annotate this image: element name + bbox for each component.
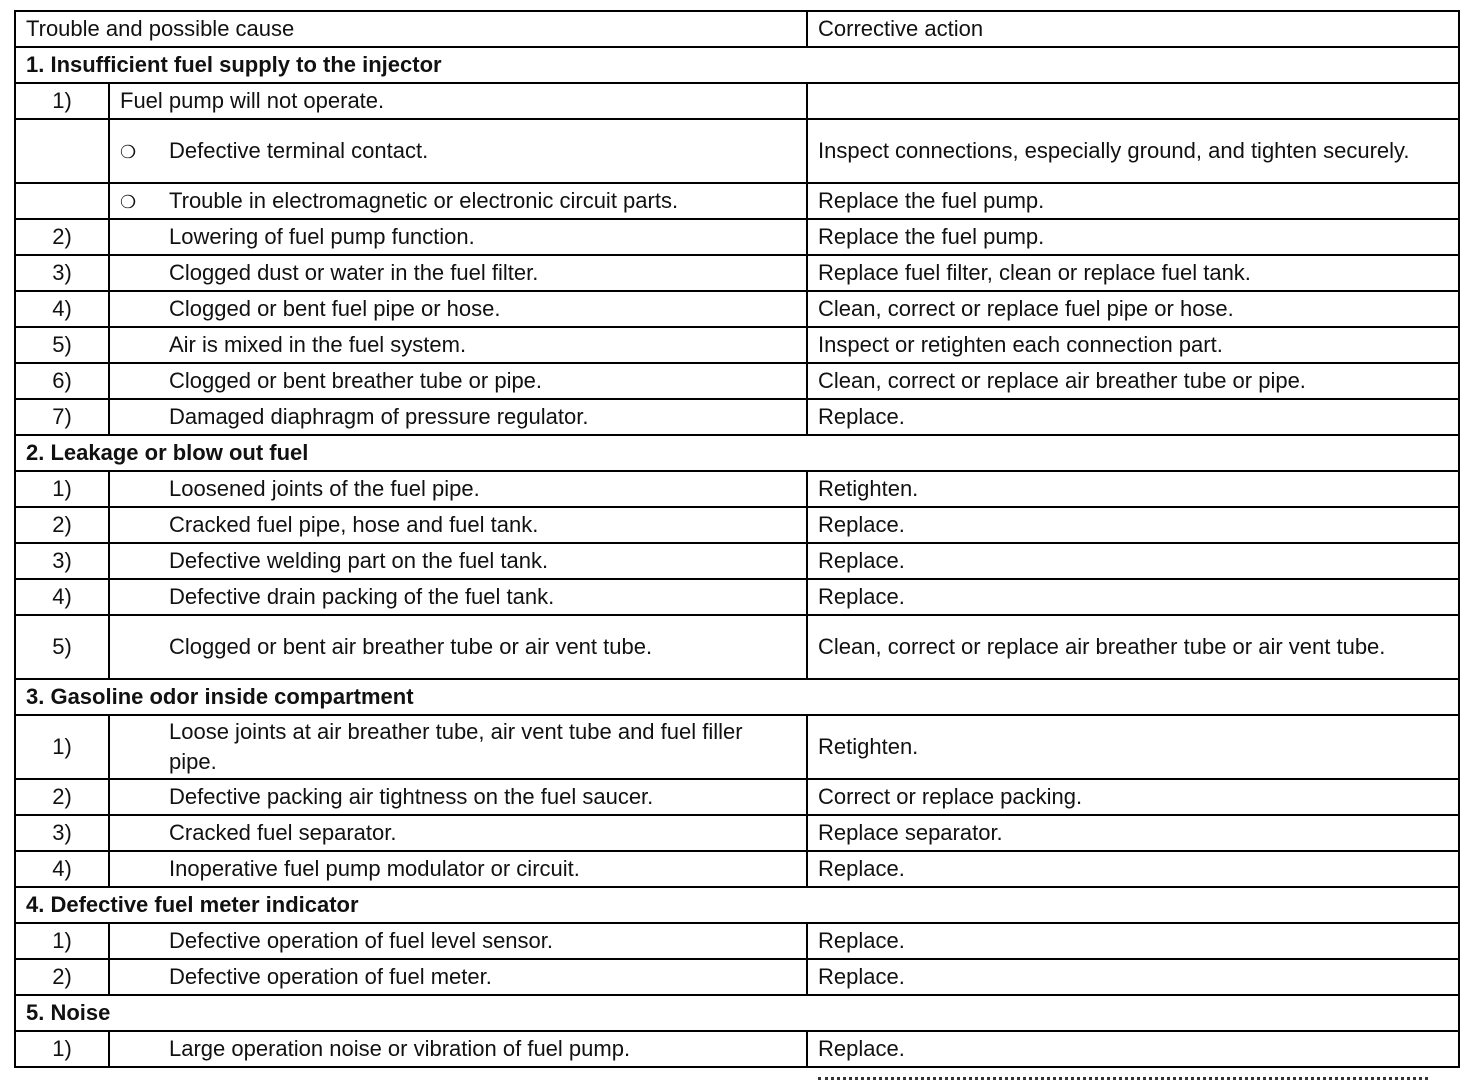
item-number: 5) — [15, 615, 109, 679]
item-number: 1) — [15, 83, 109, 119]
cause-text: Loosened joints of the fuel pipe. — [109, 471, 807, 507]
table-row — [15, 715, 1459, 779]
table-row — [15, 219, 1459, 255]
table-row — [15, 471, 1459, 507]
corrective-action: Replace. — [807, 1031, 1459, 1067]
table-row — [15, 119, 1459, 183]
table-row — [15, 579, 1459, 615]
item-number: 3) — [15, 543, 109, 579]
table-row — [15, 815, 1459, 851]
cause-text: Defective packing air tightness on the fuel saucer. — [109, 779, 807, 815]
section-header-row — [15, 995, 1459, 1031]
corrective-action: Clean, correct or replace air breather tube or pipe. — [807, 363, 1459, 399]
cause-text: Fuel pump will not operate. — [109, 83, 807, 119]
corrective-action: Replace. — [807, 851, 1459, 887]
cause-text: Defective operation of fuel meter. — [109, 959, 807, 995]
item-number: 3) — [15, 255, 109, 291]
corrective-action: Inspect or retighten each connection part. — [807, 327, 1459, 363]
cause-text: Defective operation of fuel level sensor. — [109, 923, 807, 959]
corrective-action: Replace the fuel pump. — [807, 183, 1459, 219]
circle-bullet-icon: ❍ — [120, 191, 137, 212]
corrective-action: Replace fuel filter, clean or replace fuel tank. — [807, 255, 1459, 291]
section-header-row — [15, 887, 1459, 923]
corrective-action: Replace. — [807, 923, 1459, 959]
corrective-action: Replace. — [807, 507, 1459, 543]
section-header-row — [15, 47, 1459, 83]
table-row — [15, 851, 1459, 887]
cause-text: Clogged or bent fuel pipe or hose. — [109, 291, 807, 327]
table-row — [15, 507, 1459, 543]
item-number: 2) — [15, 779, 109, 815]
item-number: 6) — [15, 363, 109, 399]
cause-text: Large operation noise or vibration of fuel pump. — [109, 1031, 807, 1067]
table-row — [15, 1031, 1459, 1067]
corrective-action: Retighten. — [807, 471, 1459, 507]
item-number: 7) — [15, 399, 109, 435]
header-cause: Trouble and possible cause — [15, 11, 807, 47]
cause-text: Inoperative fuel pump modulator or circuit. — [109, 851, 807, 887]
corrective-action: Replace. — [807, 579, 1459, 615]
section-title: 4. Defective fuel meter indicator — [15, 887, 1459, 923]
cause-text: Clogged or bent breather tube or pipe. — [109, 363, 807, 399]
table-row — [15, 291, 1459, 327]
table-row — [15, 779, 1459, 815]
corrective-action: Retighten. — [807, 715, 1459, 779]
corrective-action: Replace separator. — [807, 815, 1459, 851]
corrective-action: Clean, correct or replace fuel pipe or hose. — [807, 291, 1459, 327]
item-number: 1) — [15, 715, 109, 779]
table-row — [15, 543, 1459, 579]
section-title: 5. Noise — [15, 995, 1459, 1031]
bullet-cell — [109, 183, 159, 219]
table-row — [15, 327, 1459, 363]
corrective-action: Replace. — [807, 543, 1459, 579]
table-row — [15, 923, 1459, 959]
cause-text: Defective terminal contact. — [159, 119, 807, 183]
circle-bullet-icon: ❍ — [120, 141, 137, 162]
table-row — [15, 255, 1459, 291]
troubleshooting-table — [14, 10, 1460, 1068]
table-row — [15, 399, 1459, 435]
item-number: 5) — [15, 327, 109, 363]
cause-text: Loose joints at air breather tube, air vent tube and fuel filler pipe. — [109, 715, 807, 779]
section-title: 3. Gasoline odor inside compartment — [15, 679, 1459, 715]
item-number: 3) — [15, 815, 109, 851]
corrective-action: Replace the fuel pump. — [807, 219, 1459, 255]
section-header-row — [15, 679, 1459, 715]
item-number: 2) — [15, 507, 109, 543]
corrective-action: Replace. — [807, 399, 1459, 435]
cause-text: Cracked fuel separator. — [109, 815, 807, 851]
table-row — [15, 183, 1459, 219]
item-number — [15, 183, 109, 219]
table-row — [15, 83, 1459, 119]
corrective-action — [807, 83, 1459, 119]
cause-text: Clogged dust or water in the fuel filter. — [109, 255, 807, 291]
bullet-cell — [109, 119, 159, 183]
corrective-action: Replace. — [807, 959, 1459, 995]
item-number — [15, 119, 109, 183]
corrective-action: Correct or replace packing. — [807, 779, 1459, 815]
table-row — [15, 959, 1459, 995]
section-title: 2. Leakage or blow out fuel — [15, 435, 1459, 471]
page-footer-fragment — [818, 1077, 1428, 1080]
cause-text: Defective welding part on the fuel tank. — [109, 543, 807, 579]
section-title: 1. Insufficient fuel supply to the injector — [15, 47, 1459, 83]
cause-text: Lowering of fuel pump function. — [109, 219, 807, 255]
corrective-action: Clean, correct or replace air breather tube or air vent tube. — [807, 615, 1459, 679]
table-row — [15, 615, 1459, 679]
table-row — [15, 363, 1459, 399]
cause-text: Clogged or bent air breather tube or air vent tube. — [109, 615, 807, 679]
item-number: 4) — [15, 579, 109, 615]
table-body — [15, 11, 1459, 1067]
corrective-action: Inspect connections, especially ground, and tighten securely. — [807, 119, 1459, 183]
table-header-row — [15, 11, 1459, 47]
item-number: 1) — [15, 471, 109, 507]
cause-text: Defective drain packing of the fuel tank. — [109, 579, 807, 615]
item-number: 2) — [15, 219, 109, 255]
section-header-row — [15, 435, 1459, 471]
item-number: 4) — [15, 851, 109, 887]
item-number: 1) — [15, 1031, 109, 1067]
item-number: 2) — [15, 959, 109, 995]
item-number: 4) — [15, 291, 109, 327]
cause-text: Cracked fuel pipe, hose and fuel tank. — [109, 507, 807, 543]
cause-text: Air is mixed in the fuel system. — [109, 327, 807, 363]
cause-text: Trouble in electromagnetic or electronic circuit parts. — [159, 183, 807, 219]
cause-text: Damaged diaphragm of pressure regulator. — [109, 399, 807, 435]
item-number: 1) — [15, 923, 109, 959]
header-action: Corrective action — [807, 11, 1459, 47]
